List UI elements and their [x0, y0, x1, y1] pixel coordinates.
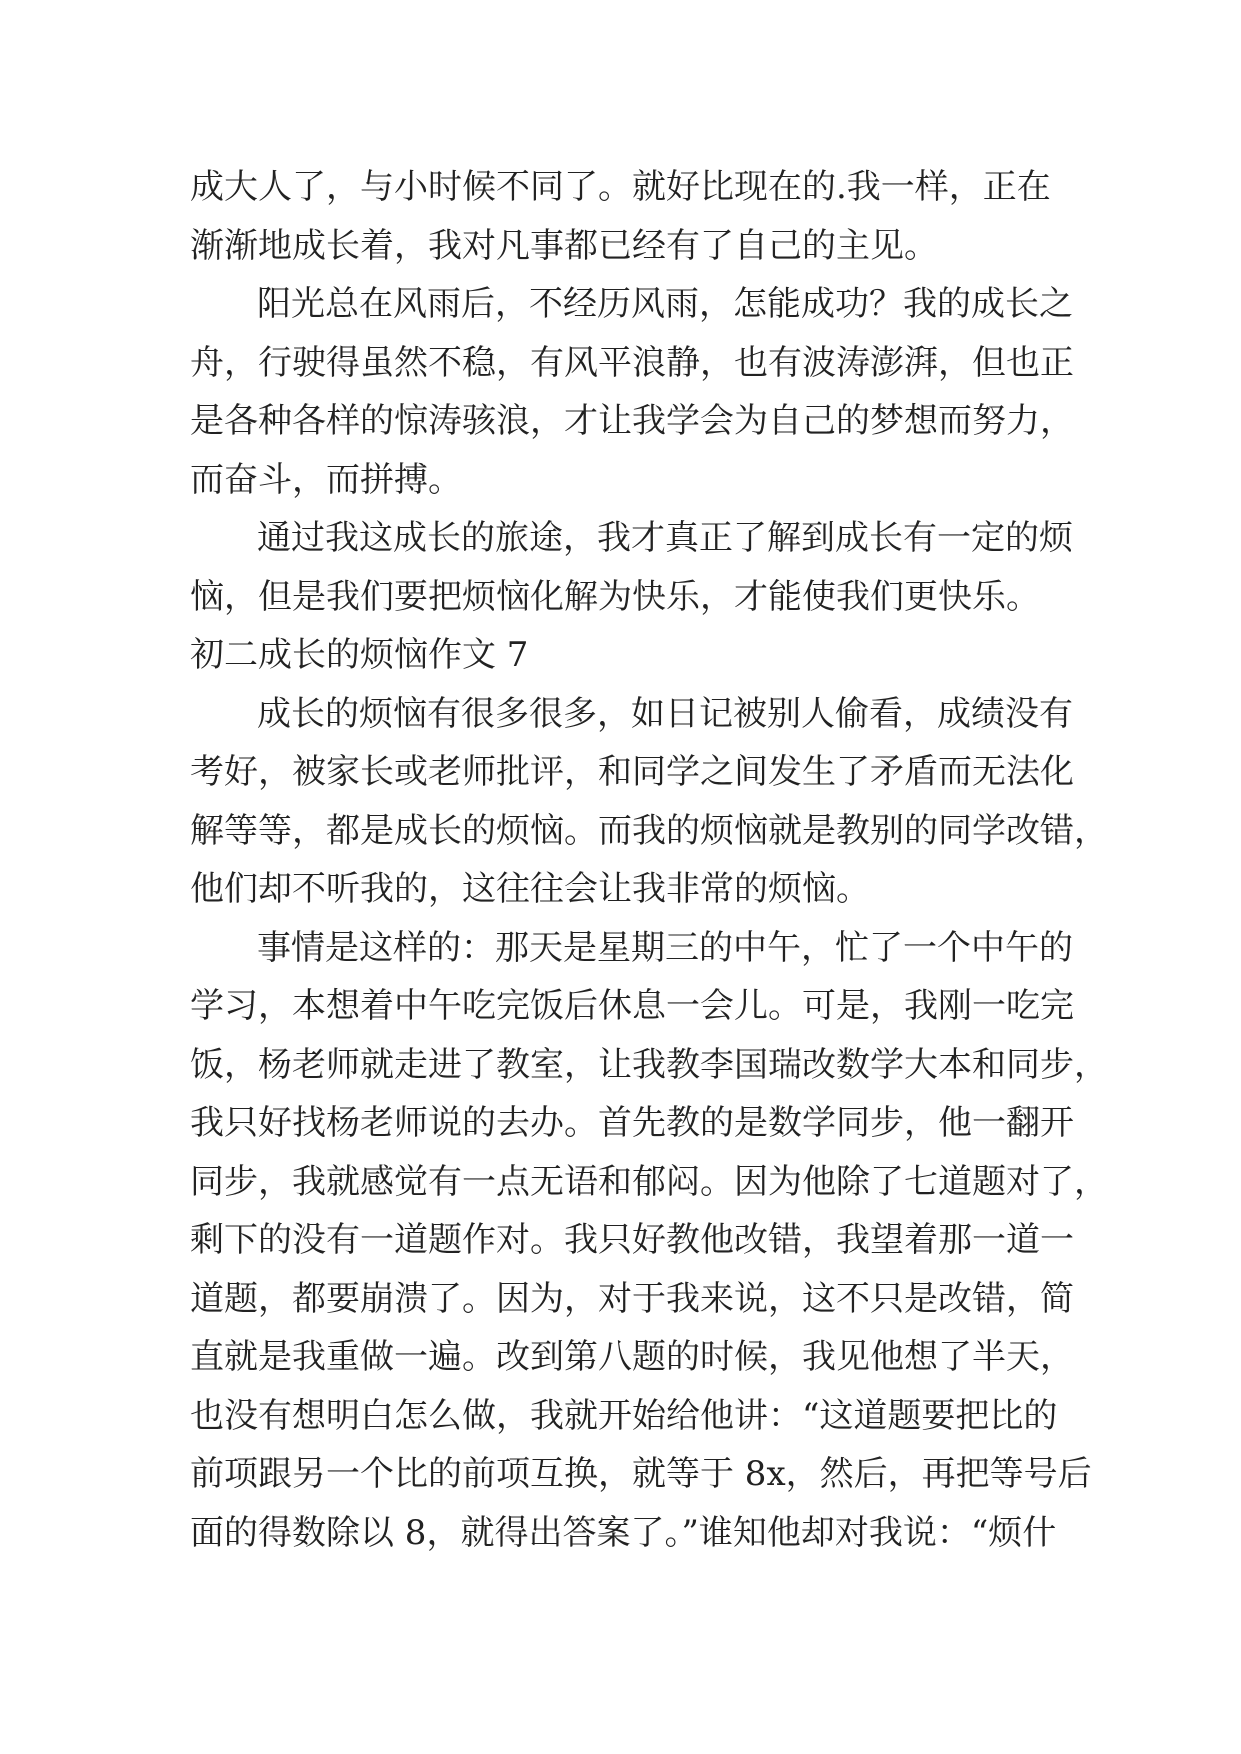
text-line-19: 剩下的没有一道题作对。我只好教他改错，我望着那一道一 [190, 1220, 1074, 1260]
text-line-21: 直就是我重做一遍。改到第八题的时候，我见他想了半天， [190, 1337, 1074, 1377]
text-line-15: 学习，本想着中午吃完饭后休息一会儿。可是，我刚一吃完 [190, 986, 1074, 1026]
essay-body [190, 158, 1108, 1562]
text-line-8: 恼，但是我们要把烦恼化解为快乐，才能使我们更快乐。 [190, 576, 1040, 617]
text-line-2: 渐渐地成长着，我对凡事都已经有了自己的主见。 [190, 225, 938, 266]
text-line-1: 成大人了，与小时候不同了。就好比现在的.我一样，正在 [190, 167, 1051, 207]
text-line-20: 道题，都要崩溃了。因为，对于我来说，这不只是改错，简 [190, 1278, 1074, 1319]
text-line-3: 阳光总在风雨后，不经历风雨，怎能成功？我的成长之 [257, 284, 1073, 324]
text-line-12: 解等等，都是成长的烦恼。而我的烦恼就是教别的同学改错， [190, 810, 1108, 851]
text-line-16: 饭，杨老师就走进了教室，让我教李国瑞改数学大本和同步， [190, 1044, 1108, 1085]
text-line-14: 事情是这样的：那天是星期三的中午，忙了一个中午的 [257, 927, 1073, 968]
text-line-24: 面的得数除以 8，就得出答案了。”谁知他却对我说：“烦什 [190, 1512, 1057, 1553]
text-line-4: 舟，行驶得虽然不稳，有风平浪静，也有波涛澎湃，但也正 [190, 342, 1074, 383]
text-line-18: 同步，我就感觉有一点无语和郁闷。因为他除了七道题对了， [190, 1161, 1108, 1202]
text-line-17: 我只好找杨老师说的去办。首先教的是数学同步，他一翻开 [190, 1103, 1074, 1143]
text-line-22: 也没有想明白怎么做，我就开始给他讲：“这道题要把比的 [190, 1395, 1058, 1436]
text-line-5: 是各种各样的惊涛骇浪，才让我学会为自己的梦想而努力， [190, 401, 1074, 441]
text-line-10: 成长的烦恼有很多很多，如日记被别人偷看，成绩没有 [257, 693, 1073, 734]
text-line-7: 通过我这成长的旅途，我才真正了解到成长有一定的烦 [257, 518, 1073, 558]
text-line-13: 他们却不听我的，这往往会让我非常的烦恼。 [190, 869, 870, 909]
text-line-23: 前项跟另一个比的前项互换，就等于 8x，然后，再把等号后 [190, 1454, 1092, 1494]
text-line-6: 而奋斗，而拼搏。 [190, 459, 462, 500]
section-heading: 初二成长的烦恼作文 7 [190, 635, 529, 675]
text-line-11: 考好，被家长或老师批评，和同学之间发生了矛盾而无法化 [190, 752, 1074, 792]
